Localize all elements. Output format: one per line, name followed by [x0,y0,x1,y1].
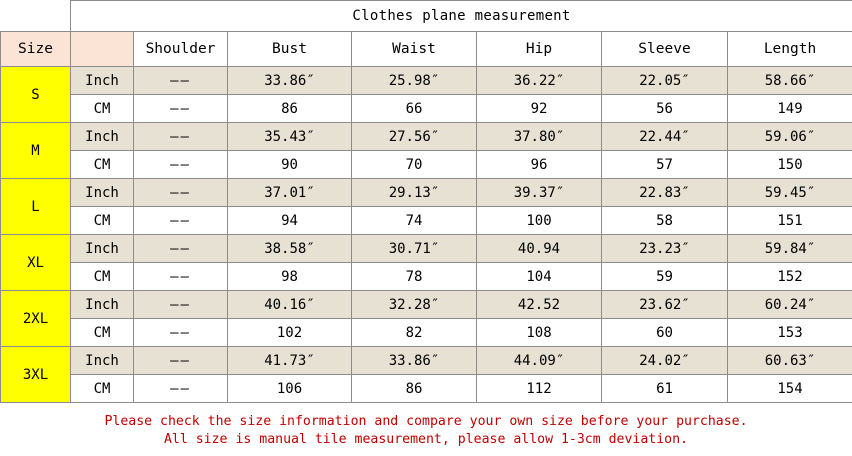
cell-sleeve: 23.62″ [602,291,728,319]
cell-bust: 102 [228,319,352,347]
unit-label: Inch [71,291,134,319]
unit-label: Inch [71,123,134,151]
cell-waist: 30.71″ [352,235,477,263]
cell-bust: 40.16″ [228,291,352,319]
table-row [1,291,852,319]
cell-bust: 33.86″ [228,67,352,95]
cell-shoulder: —— [134,151,228,179]
table-row [1,67,852,95]
cell-waist: 25.98″ [352,67,477,95]
table-title: Clothes plane measurement [71,1,852,32]
cell-bust: 94 [228,207,352,235]
cell-waist: 29.13″ [352,179,477,207]
cell-hip: 42.52 [477,291,602,319]
column-header-waist: Waist [352,32,477,67]
cell-bust: 106 [228,375,352,403]
cell-hip: 108 [477,319,602,347]
cell-shoulder: —— [134,291,228,319]
table-row [1,207,852,235]
cell-waist: 78 [352,263,477,291]
column-header-sleeve: Sleeve [602,32,728,67]
cell-shoulder: —— [134,67,228,95]
unit-label: Inch [71,235,134,263]
cell-bust: 38.58″ [228,235,352,263]
cell-sleeve: 24.02″ [602,347,728,375]
cell-hip: 37.80″ [477,123,602,151]
unit-label: CM [71,95,134,123]
cell-length: 149 [728,95,852,123]
unit-label: CM [71,375,134,403]
cell-shoulder: —— [134,319,228,347]
unit-label: CM [71,151,134,179]
cell-sleeve: 23.23″ [602,235,728,263]
table-row [1,347,852,375]
unit-label: Inch [71,67,134,95]
table-row [1,235,852,263]
cell-waist: 74 [352,207,477,235]
cell-hip: 96 [477,151,602,179]
unit-label: Inch [71,179,134,207]
cell-shoulder: —— [134,235,228,263]
cell-hip: 112 [477,375,602,403]
table-row [1,151,852,179]
table-row [1,319,852,347]
cell-waist: 70 [352,151,477,179]
table-row [1,123,852,151]
cell-waist: 82 [352,319,477,347]
cell-waist: 66 [352,95,477,123]
column-header-shoulder: Shoulder [134,32,228,67]
table-row [1,375,852,403]
cell-bust: 90 [228,151,352,179]
cell-length: 60.63″ [728,347,852,375]
title-row [1,1,852,32]
cell-length: 59.06″ [728,123,852,151]
column-header-length: Length [728,32,852,67]
table-row [1,95,852,123]
size-check-note: Please check the size information and compare your own size before your purchase. [104,414,748,429]
cell-length: 60.24″ [728,291,852,319]
deviation-note: All size is manual tile measurement, please allow 1-3cm deviation. [163,432,688,447]
table-row [1,179,852,207]
cell-length: 154 [728,375,852,403]
column-header-hip: Hip [477,32,602,67]
blank-corner [1,1,71,32]
column-header-bust: Bust [228,32,352,67]
cell-waist: 86 [352,375,477,403]
cell-length: 152 [728,263,852,291]
header-row [1,32,852,67]
cell-waist: 33.86″ [352,347,477,375]
cell-shoulder: —— [134,347,228,375]
cell-shoulder: —— [134,207,228,235]
unit-label: CM [71,207,134,235]
cell-bust: 41.73″ [228,347,352,375]
cell-sleeve: 58 [602,207,728,235]
cell-sleeve: 22.44″ [602,123,728,151]
cell-length: 58.66″ [728,67,852,95]
cell-sleeve: 61 [602,375,728,403]
cell-bust: 35.43″ [228,123,352,151]
size-label: 3XL [1,347,71,403]
cell-hip: 104 [477,263,602,291]
cell-hip: 100 [477,207,602,235]
cell-sleeve: 57 [602,151,728,179]
unit-column-header [71,32,134,67]
unit-label: CM [71,263,134,291]
cell-sleeve: 56 [602,95,728,123]
cell-hip: 40.94 [477,235,602,263]
cell-length: 150 [728,151,852,179]
cell-hip: 39.37″ [477,179,602,207]
cell-length: 59.45″ [728,179,852,207]
size-label: M [1,123,71,179]
cell-length: 59.84″ [728,235,852,263]
cell-sleeve: 59 [602,263,728,291]
cell-length: 153 [728,319,852,347]
unit-label: Inch [71,347,134,375]
cell-hip: 44.09″ [477,347,602,375]
cell-shoulder: —— [134,123,228,151]
size-label: L [1,179,71,235]
cell-shoulder: —— [134,375,228,403]
cell-hip: 92 [477,95,602,123]
cell-bust: 86 [228,95,352,123]
size-label: XL [1,235,71,291]
cell-waist: 32.28″ [352,291,477,319]
cell-sleeve: 22.05″ [602,67,728,95]
cell-shoulder: —— [134,263,228,291]
size-label: S [1,67,71,123]
cell-sleeve: 22.83″ [602,179,728,207]
cell-shoulder: —— [134,179,228,207]
cell-waist: 27.56″ [352,123,477,151]
cell-length: 151 [728,207,852,235]
unit-label: CM [71,319,134,347]
cell-shoulder: —— [134,95,228,123]
table-row [1,263,852,291]
cell-sleeve: 60 [602,319,728,347]
size-label: 2XL [1,291,71,347]
size-column-header: Size [1,32,71,67]
cell-bust: 98 [228,263,352,291]
cell-bust: 37.01″ [228,179,352,207]
cell-hip: 36.22″ [477,67,602,95]
